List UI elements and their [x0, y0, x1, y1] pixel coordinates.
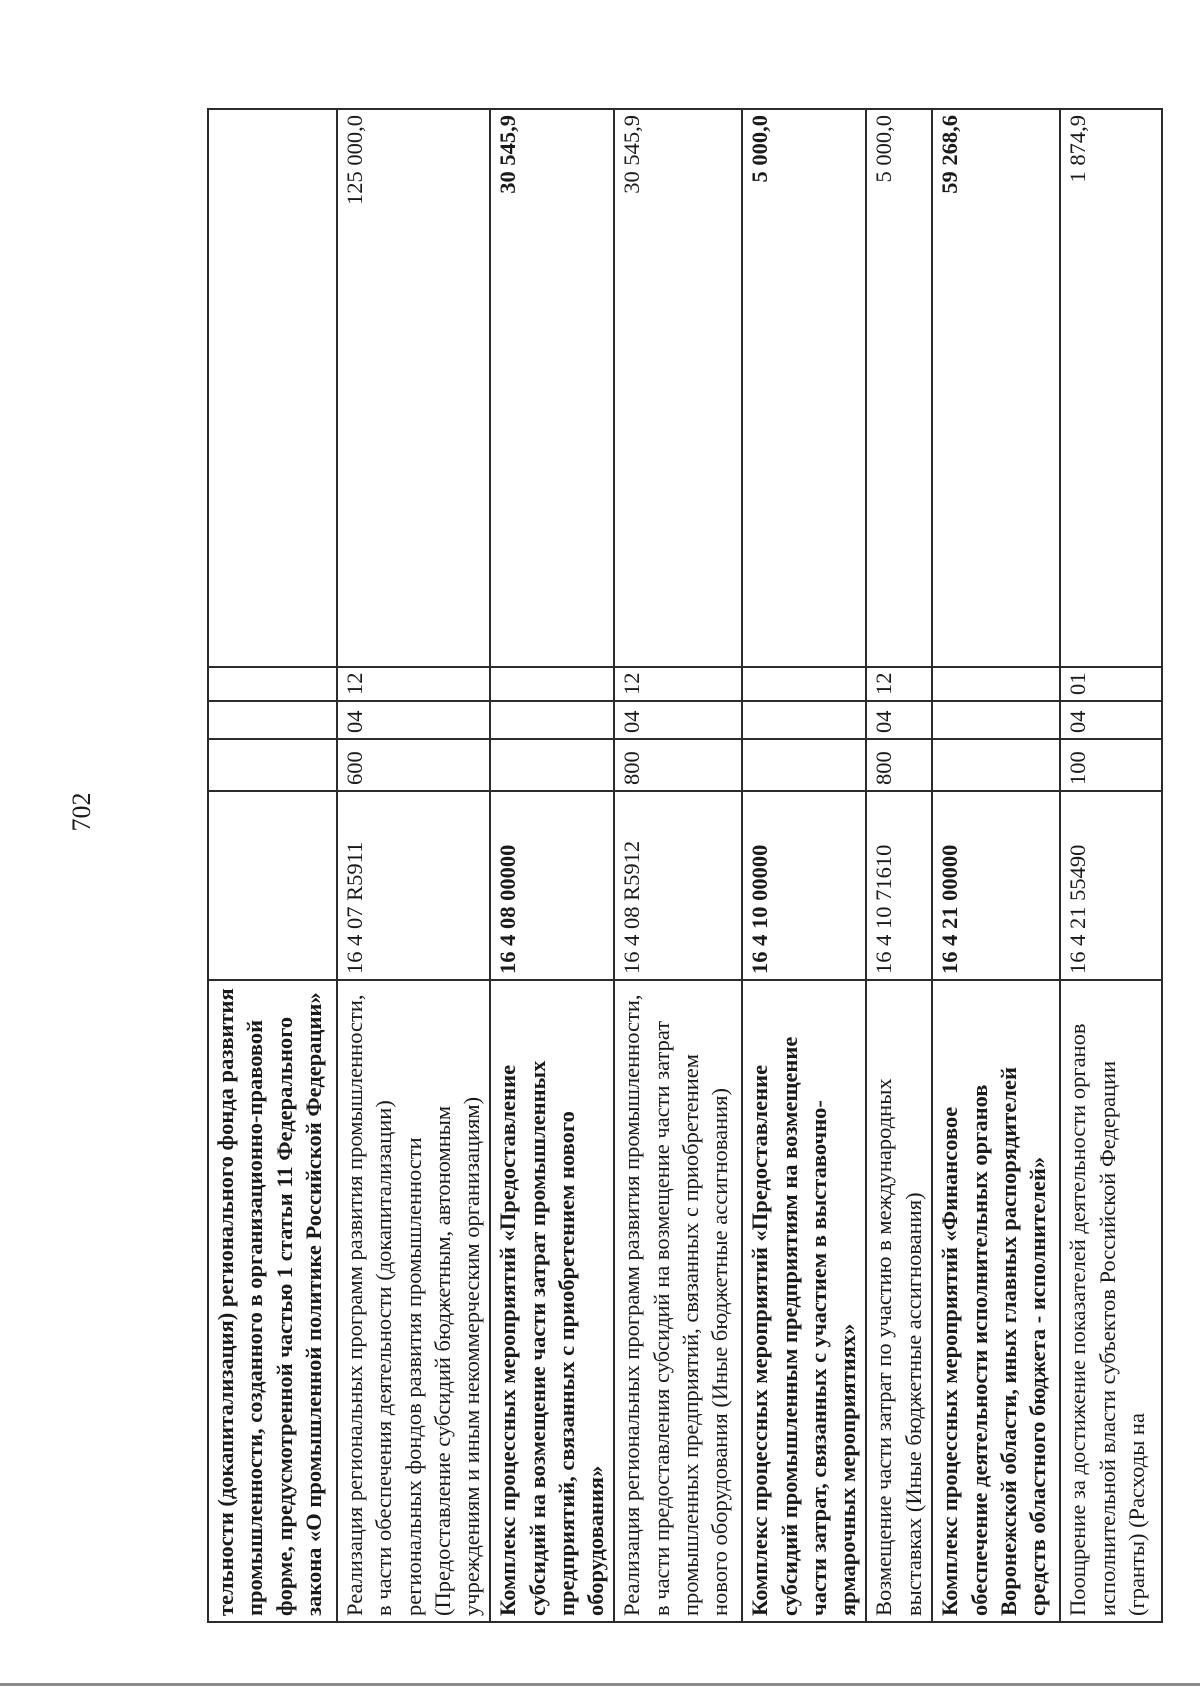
row-subsection: [742, 667, 866, 701]
table-row: [614, 109, 742, 1622]
row-amount: [208, 109, 337, 667]
row-name: Поощрение за достижение показателей деятельности органов исполнительной власти субъектов Российской Федерации (гранты) (Расходы на: [1060, 980, 1162, 1622]
row-subsection: [208, 667, 337, 701]
row-section: 04: [1060, 701, 1162, 739]
row-section: [490, 701, 614, 739]
row-target-article: 16 4 10 71610: [866, 791, 932, 980]
row-section: 04: [614, 701, 742, 739]
table-row: [490, 109, 614, 1622]
row-name: Комплекс процессных мероприятий «Финансовое обеспечение деятельности исполнительных органов Воронежской области, иных главных распорядителей средств областного бюджета - исполнителей»: [932, 980, 1060, 1622]
row-expense-type: 100: [1060, 739, 1162, 791]
row-expense-type: 600: [337, 739, 490, 791]
table-row: [866, 109, 932, 1622]
row-name: Комплекс процессных мероприятий «Предоставление субсидий на возмещение части затрат промышленных предприятий, связанных с приобретением нового оборудования»: [490, 980, 614, 1622]
row-amount: 30 545,9: [614, 109, 742, 667]
rotated-table-sheet: [207, 110, 1149, 1623]
page-number: 702: [67, 792, 96, 832]
row-expense-type: [490, 739, 614, 791]
row-name: тельности (докапитализация) регионального фонда развития промышленности, созданного в организационно-правовой форме, предусмотренной частью 1 статьи 11 Федерального закона «О промышленной политике Российской Федерации»: [208, 980, 337, 1622]
rotated-table-frame: [207, 110, 1149, 1623]
row-amount: 30 545,9: [490, 109, 614, 667]
row-name: Комплекс процессных мероприятий «Предоставление субсидий промышленным предприятиям на возмещение части затрат, связанных с участием в выставочно-ярмарочных мероприятиях»: [742, 980, 866, 1622]
table-row: [337, 109, 490, 1622]
table-row: [208, 109, 337, 1622]
row-section: 04: [337, 701, 490, 739]
row-name: Возмещение части затрат по участию в международных выставках (Иные бюджетные ассигнования): [866, 980, 932, 1622]
row-target-article: [208, 791, 337, 980]
row-amount: 125 000,0: [337, 109, 490, 667]
row-target-article: 16 4 08 R5912: [614, 791, 742, 980]
row-section: [742, 701, 866, 739]
row-subsection: [932, 667, 1060, 701]
row-section: [932, 701, 1060, 739]
row-section: 04: [866, 701, 932, 739]
row-expense-type: [208, 739, 337, 791]
table-row: [1060, 109, 1162, 1622]
row-name: Реализация региональных программ развития промышленности, в части обеспечения деятельности (докапитализации) региональных фондов развития промышленности (Предоставление субсидий бюджетным, автономным учреждениям и иным некоммерческим организациям): [337, 980, 490, 1622]
row-target-article: 16 4 21 00000: [932, 791, 1060, 980]
row-subsection: 12: [866, 667, 932, 701]
row-subsection: 01: [1060, 667, 1162, 701]
row-target-article: 16 4 10 00000: [742, 791, 866, 980]
row-target-article: 16 4 08 00000: [490, 791, 614, 980]
budget-table: [207, 108, 1163, 1623]
row-section: [208, 701, 337, 739]
row-target-article: 16 4 21 55490: [1060, 791, 1162, 980]
table-row: [932, 109, 1060, 1622]
row-amount: 1 874,9: [1060, 109, 1162, 667]
row-expense-type: 800: [866, 739, 932, 791]
row-amount: 5 000,0: [866, 109, 932, 667]
row-name: Реализация региональных программ развития промышленности, в части предоставления субсидий на возмещение части затрат промышленных предприятий, связанных с приобретением нового оборудования (Иные бюджетные ассигнования): [614, 980, 742, 1622]
row-expense-type: 800: [614, 739, 742, 791]
page-bottom-rule: [0, 1683, 1200, 1686]
row-amount: 59 268,6: [932, 109, 1060, 667]
table-row: [742, 109, 866, 1622]
row-subsection: 12: [337, 667, 490, 701]
row-subsection: [490, 667, 614, 701]
row-target-article: 16 4 07 R5911: [337, 791, 490, 980]
row-expense-type: [742, 739, 866, 791]
row-amount: 5 000,0: [742, 109, 866, 667]
row-expense-type: [932, 739, 1060, 791]
row-subsection: 12: [614, 667, 742, 701]
